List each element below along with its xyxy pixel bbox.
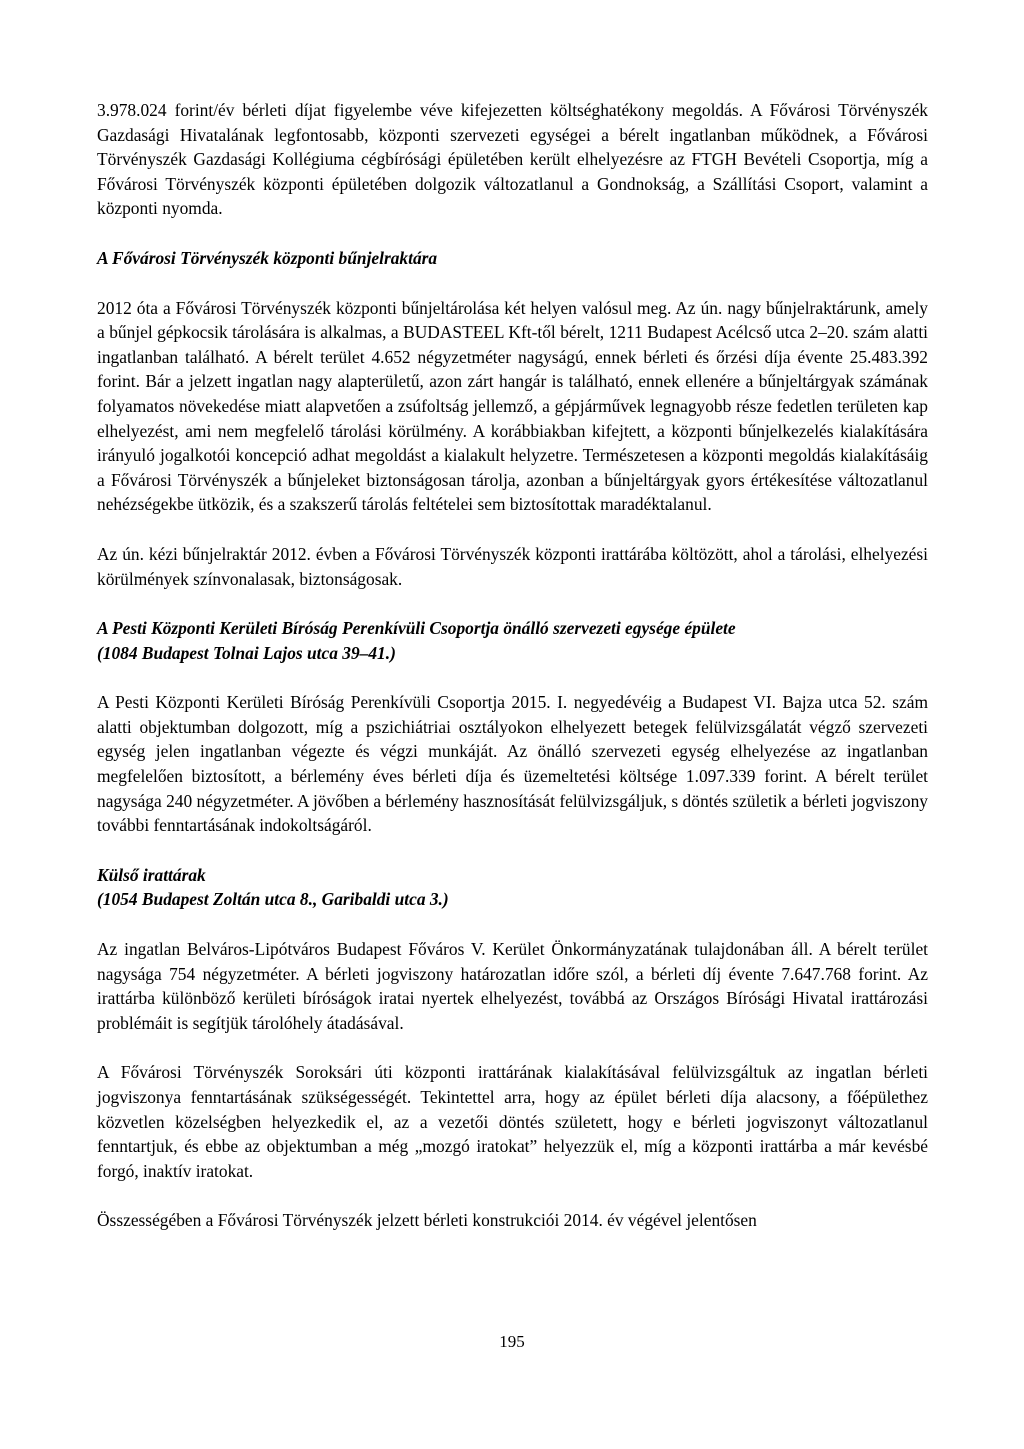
paragraph-lease-efficiency: 3.978.024 forint/év bérleti díjat figyelembe véve kifejezetten költséghatékony megoldás. A Fővárosi Törvényszék Gazdasági Hivatalának legfontosabb, központi szervezeti egységei a bérelt ingatlanban működnek, a Fővárosi Törvényszék Gazdasági Kollégiuma cégbírósági épületében került elhelyezésre az FTGH Bevételi Csoportja, míg a Fővárosi Törvényszék központi épületében dolgozik változatlanul a Gondnokság, a Szállítási Csoport, valamint a központi nyomda.	[97, 100, 928, 219]
paragraph-evidence-storage: 2012 óta a Fővárosi Törvényszék központi bűnjeltárolása két helyen valósul meg. Az ún. nagy bűnjelraktárunk, amely a bűnjel gépkocsik tárolására is alkalmas, a BUDASTEEL Kft-től bérelt, 1211 Budapest Acélcső utca 2–20. szám alatti ingatlanban található. A bérelt terület 4.652 négyzetméter nagyságú, ennek bérleti és őrzési díja évente 25.483.392 forint. Bár a jelzett ingatlan nagy alapterületű, azon zárt hangár is található, ennek ellenére a bűnjeltárgyak számának folyamatos növekedése miatt alapvetően a zsúfoltság jellemző, a gépjárművek legnagyobb része fedetlen területen kap elhelyezést, ami nem megfelelő tárolási körülmény. A korábbiakban kifejtett, a központi bűnjelkezelés kialakítására irányuló jogalkotói koncepció adhat megoldást a kialakult helyzetre. Természetesen a központi megoldás kialakításáig a Fővárosi Törvényszék a bűnjeleket biztonságosan tárolja, azonban a bűnjeltárgyak gyors értékesítése változatlanul nehézségekbe ütközik, és a szakszerű tárolás feltételei sem biztosítottak maradéktalanul.	[97, 297, 928, 515]
document-page	[97, 98, 928, 1233]
paragraph-pest-court-building: A Pesti Központi Kerületi Bíróság Perenkívüli Csoportja 2015. I. negyedévéig a Budapest VI. Bajza utca 52. szám alatti objektumban dolgozott, míg a pszichiátriai osztályokon elhelyezett betegek felülvizsgálatát végző szervezeti egység jelen ingatlanban végezte és végzi munkáját. Az önálló szervezeti egység elhelyezése az ingatlanban megfelelően biztosított, a bérlemény éves bérleti díja és üzemeltetési költsége 1.097.339 forint. A bérelt terület nagysága 240 négyzetméter. A jövőben a bérlemény hasznosítását felülvizsgáljuk, s döntés születik a bérleti jogviszony további fenntartásának indokoltságáról.	[97, 692, 928, 836]
heading-line-title: A Pesti Központi Kerületi Bíróság Perenkívüli Csoportja önálló szervezeti egysége épülete	[97, 618, 736, 639]
heading-line-address: (1084 Budapest Tolnai Lajos utca 39–41.)	[97, 642, 396, 663]
section-heading-evidence-storage: A Fővárosi Törvényszék központi bűnjelraktára	[97, 247, 438, 268]
heading-line-title: Külső irattárak	[97, 864, 206, 885]
paragraph-soroksari-archive: A Fővárosi Törvényszék Soroksári úti központi irattárának kialakításával felülvizsgáltuk az ingatlan bérleti jogviszonya fenntartásának szükségességét. Tekintettel arra, hogy az épület bérleti díja alacsony, a főépülethez közvetlen közelségben helyezkedik el, az a vezetői döntés született, hogy e bérleti jogviszonyt változatlanul fenntartjuk, és ebbe az objektumban a még „mozgó iratokat” helyezzük el, míg a központi irattárba a már kevésbé forgó, inaktív iratokat.	[97, 1062, 928, 1181]
page-number: 195	[499, 1332, 525, 1351]
paragraph-summary: Összességében a Fővárosi Törvényszék jelzett bérleti konstrukciói 2014. év végével jelentősen	[97, 1210, 757, 1231]
paragraph-external-archives: Az ingatlan Belváros-Lipótváros Budapest Főváros V. Kerület Önkormányzatának tulajdonában áll. A bérelt terület nagysága 754 négyzetméter. A bérleti jogviszony határozatlan időre szól, a bérleti díj évente 7.647.768 forint. Az irattárba különböző kerületi bíróságok iratai nyertek elhelyezést, továbbá az Országos Bírósági Hivatal irattározási problémáit is segítjük tárolóhely átadásával.	[97, 939, 928, 1033]
section-heading-external-archives	[97, 863, 928, 912]
paragraph-manual-evidence-storage: Az ún. kézi bűnjelraktár 2012. évben a Fővárosi Törvényszék központi irattárába költözött, ahol a tárolási, elhelyezési körülmények színvonalasak, biztonságosak.	[97, 543, 928, 589]
section-heading-pest-court-building	[97, 616, 928, 665]
heading-line-address: (1054 Budapest Zoltán utca 8., Garibaldi utca 3.)	[97, 889, 449, 910]
